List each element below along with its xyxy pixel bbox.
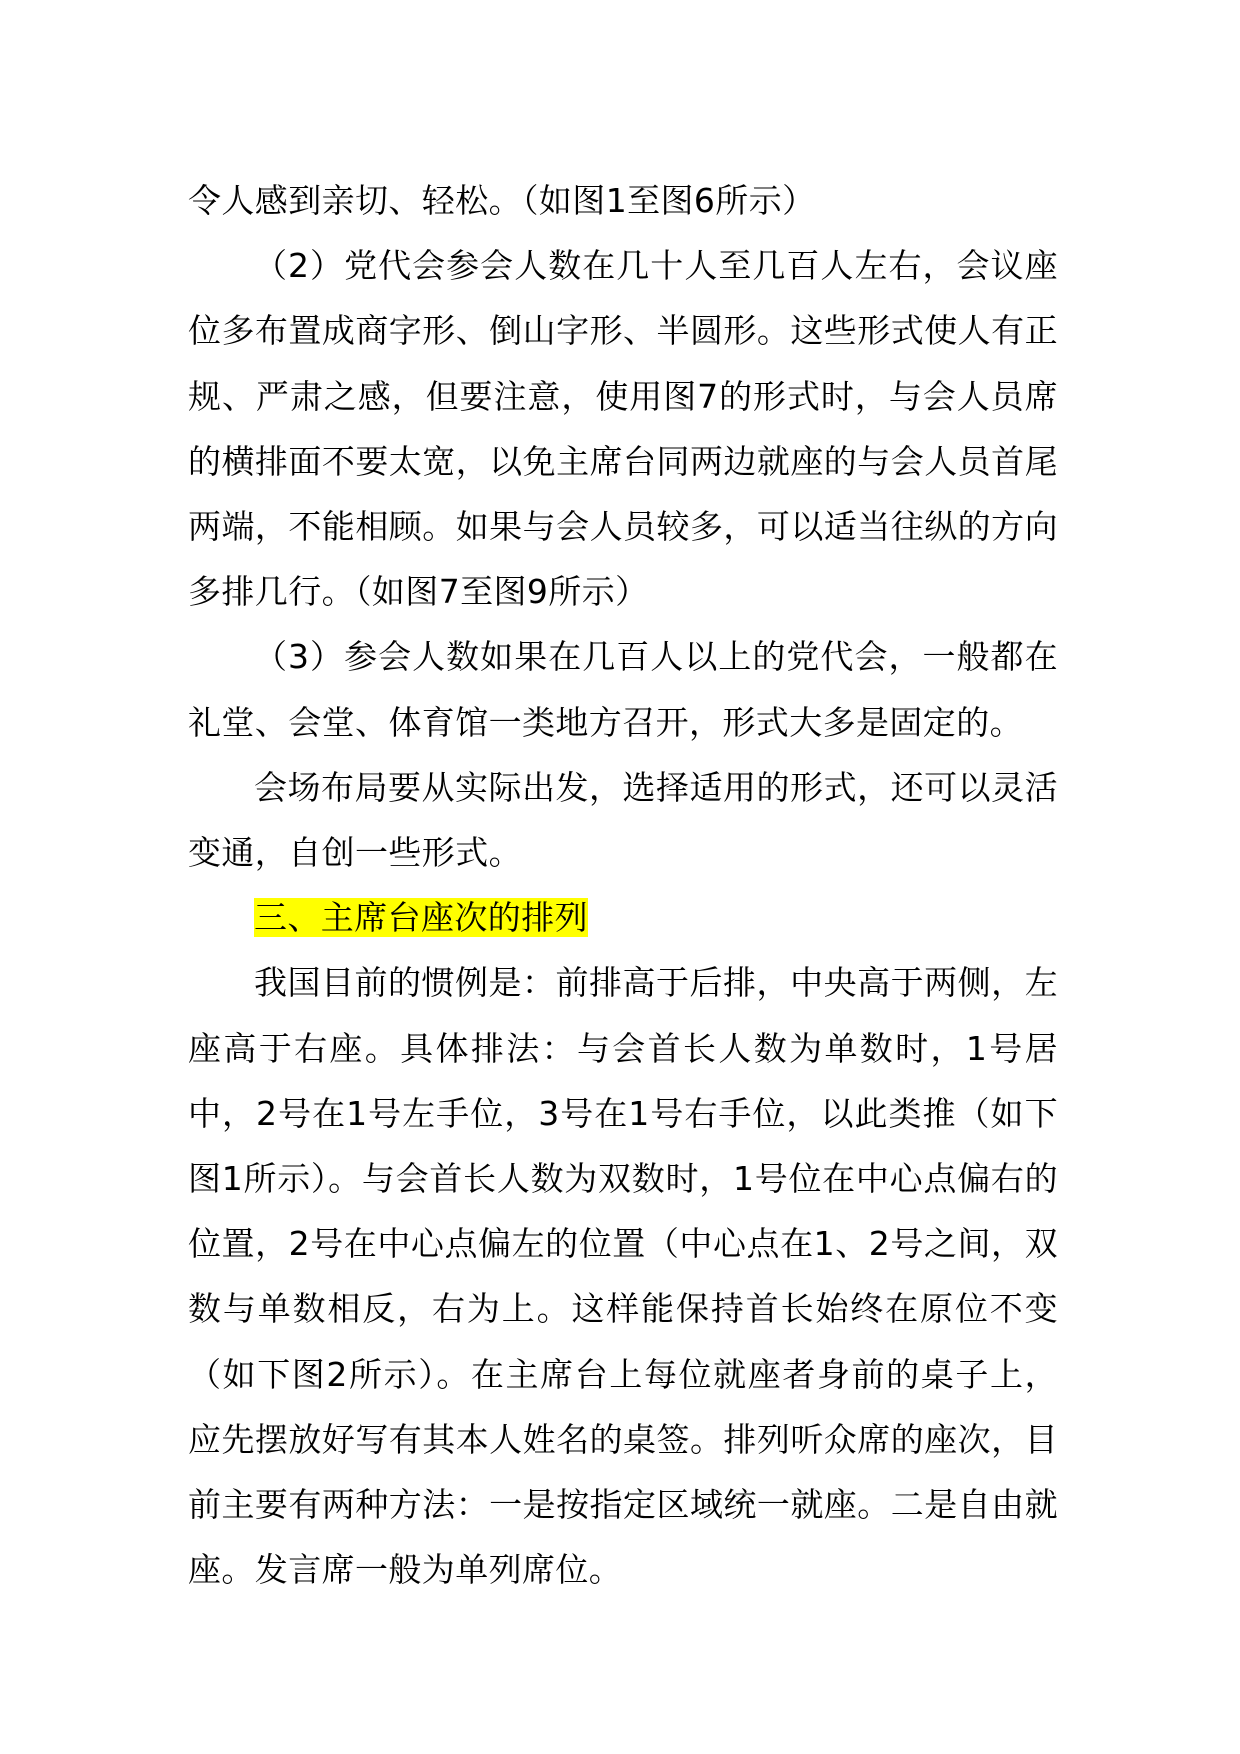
section-heading-text: 三、主席台座次的排列 [254,898,588,938]
section-heading [188,885,1058,950]
paragraph-item-2: （2）党代会参会人数在几十人至几百人左右，会议座位多布置成商字形、倒山字形、半圆形。这些形式使人有正规、严肃之感，但要注意，使用图7的形式时，与会人员席的横排面不要太宽，以免主席台同两边就座的与会人员首尾两端，不能相顾。如果与会人员较多，可以适当往纵的方向多排几行。（如图7至图9所示） [188,246,1058,612]
paragraph-item-3: （3）参会人数如果在几百人以上的党代会，一般都在礼堂、会堂、体育馆一类地方召开，形式大多是固定的。 [188,637,1058,742]
document-body [188,168,1058,1602]
paragraph-seating-rules: 我国目前的惯例是：前排高于后排，中央高于两侧，左座高于右座。具体排法：与会首长人数为单数时，1号居中，2号在1号左手位，3号在1号右手位，以此类推（如下图1所示）。与会首长人数为双数时，1号位在中心点偏右的位置，2号在中心点偏左的位置（中心点在1、2号之间，双数与单数相反，右为上。这样能保持首长始终在原位不变（如下图2所示）。在主席台上每位就座者身前的桌子上，应先摆放好写有其本人姓名的桌签。排列听众席的座次，目前主要有两种方法：一是按指定区域统一就座。二是自由就座。发言席一般为单列席位。 [188,963,1058,1590]
paragraph-layout-note: 会场布局要从实际出发，选择适用的形式，还可以灵活变通，自创一些形式。 [188,767,1058,873]
paragraph-continuation: 令人感到亲切、轻松。（如图1至图6所示） [188,181,816,220]
